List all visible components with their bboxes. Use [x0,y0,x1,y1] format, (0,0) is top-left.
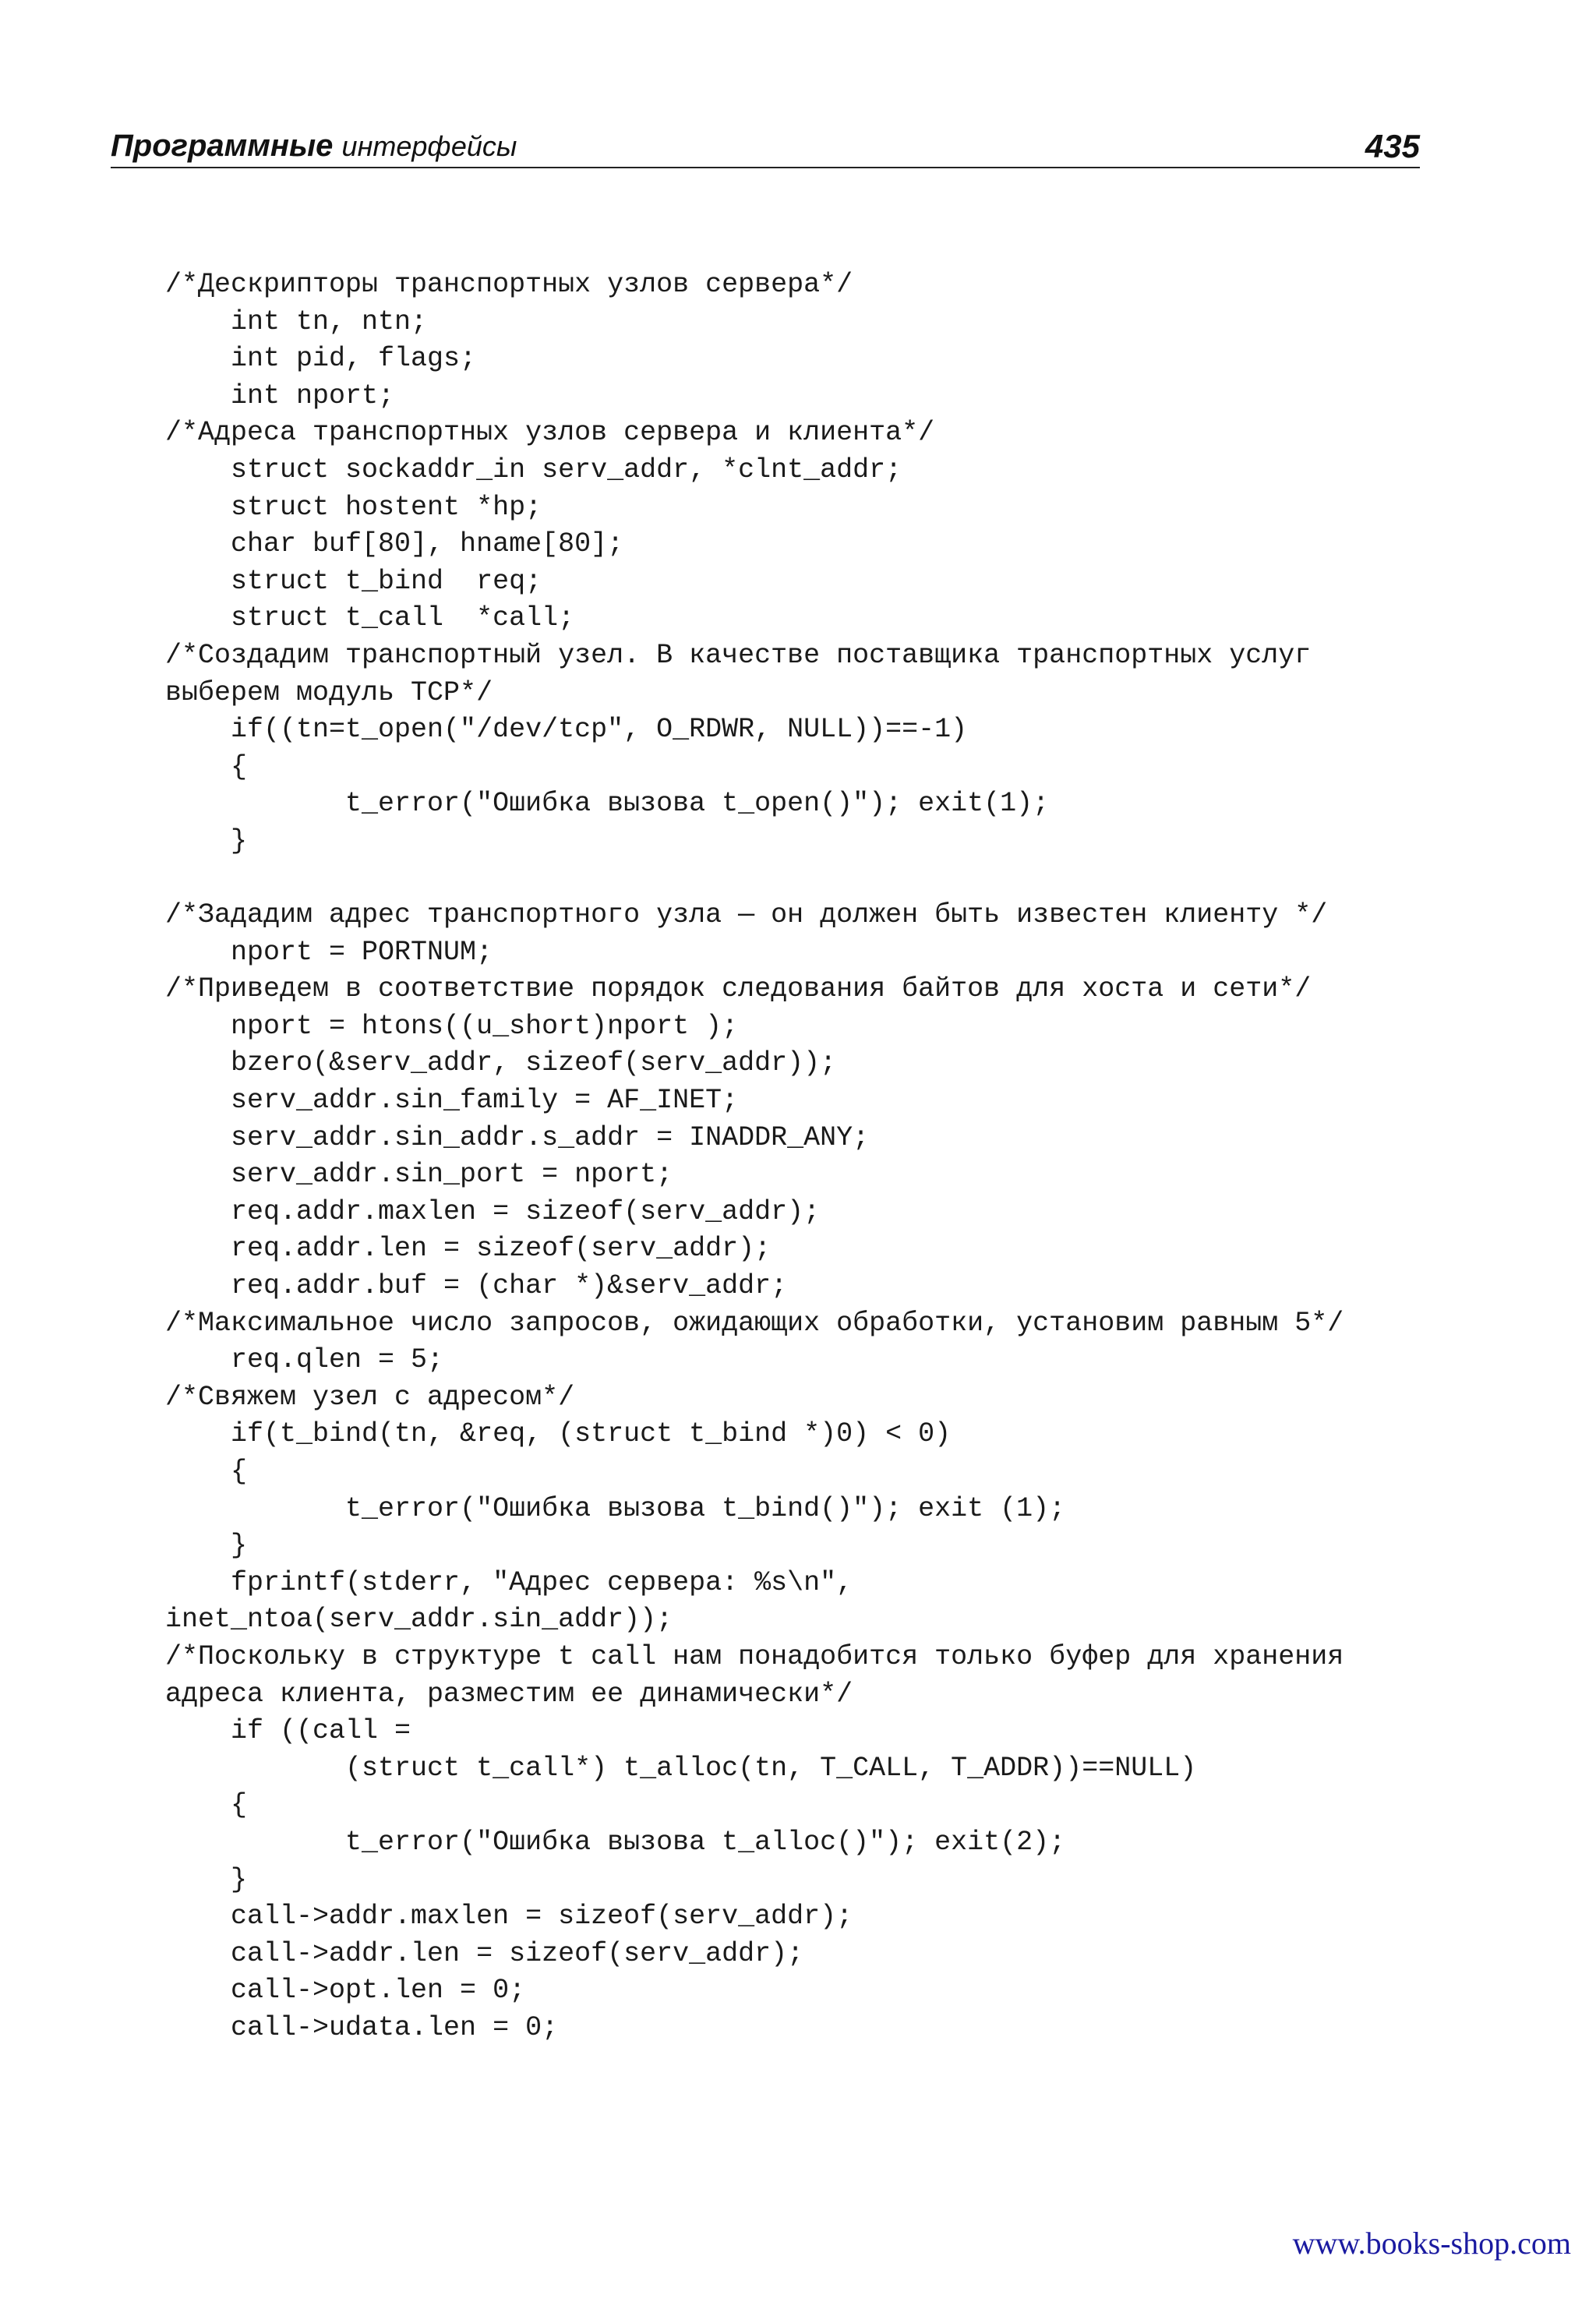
code-line: /*Создадим транспортный узел. В качестве поставщика транспортных услуг [165,639,1312,671]
code-line: fprintf(stderr, "Адрес сервера: %s\n", [165,1566,853,1598]
page-number: 435 [1365,128,1420,164]
code-line: { [165,1456,248,1487]
code-line: int tn, ntn; [165,305,428,337]
code-line: call->opt.len = 0; [165,1975,526,2007]
code-line: } [165,1530,248,1562]
code-line: выберем модуль TCP*/ [165,676,493,708]
code-line: call->udata.len = 0; [165,2011,559,2043]
code-line: char buf[80], hname[80]; [165,528,624,560]
code-line: int nport; [165,380,395,411]
code-line: /*Приведем в соответствие порядок следования байтов для хоста и сети*/ [165,973,1312,1005]
code-line: (struct t_call*) t_alloc(tn, T_CALL, T_ADDR))==NULL) [165,1752,1197,1784]
code-line: { [165,1789,248,1821]
section-title-light: интерфейсы [341,130,517,162]
code-line: call->addr.maxlen = sizeof(serv_addr); [165,1901,853,1933]
code-line: адреса клиента, разместим ее динамически*/ [165,1678,853,1710]
code-line: call->addr.len = sizeof(serv_addr); [165,1937,804,1969]
watermark: www.books-shop.com [1292,2226,1571,2261]
code-line: req.addr.buf = (char *)&serv_addr; [165,1270,788,1302]
code-line: inet_ntoa(serv_addr.sin_addr)); [165,1604,673,1636]
section-title [111,129,517,164]
code-line: t_error("Ошибка вызова t_alloc()"); exit(2); [165,1826,1066,1858]
code-line: req.qlen = 5; [165,1344,444,1376]
code-line: req.addr.maxlen = sizeof(serv_addr); [165,1195,821,1227]
code-line: nport = htons((u_short)nport ); [165,1010,739,1042]
code-line: struct hostent *hp; [165,491,542,523]
running-header [111,126,1420,168]
code-line [165,860,1428,898]
section-title-bold: Программные [111,129,334,163]
code-line: /*Свяжем узел с адресом*/ [165,1381,575,1413]
code-line: if((tn=t_open("/dev/tcp", O_RDWR, NULL))==-1) [165,714,968,746]
code-line: t_error("Ошибка вызова t_bind()"); exit (1); [165,1492,1066,1524]
code-line: bzero(&serv_addr, sizeof(serv_addr)); [165,1047,837,1079]
code-line: /*Дескрипторы транспортных узлов сервера*/ [165,269,853,300]
code-line: /*Зададим адрес транспортного узла — он должен быть известен клиенту */ [165,899,1328,931]
code-line: nport = PORTNUM; [165,936,493,968]
code-line: if ((call = [165,1715,411,1747]
code-line: struct sockaddr_in serv_addr, *clnt_addr; [165,454,902,485]
code-line: req.addr.len = sizeof(serv_addr); [165,1233,772,1265]
code-line: serv_addr.sin_port = nport; [165,1159,673,1191]
code-line: if(t_bind(tn, &req, (struct t_bind *)0) < 0) [165,1418,952,1450]
code-line: struct t_bind req; [165,565,542,597]
code-line: /*Адреса транспортных узлов сервера и клиента*/ [165,417,935,449]
code-line: { [165,750,248,782]
code-line: } [165,1863,248,1895]
code-line: int pid, flags; [165,343,477,375]
code-listing [165,267,1428,2047]
code-line: /*Максимальное число запросов, ожидающих обработки, установим равным 5*/ [165,1307,1344,1339]
code-line: t_error("Ошибка вызова t_open()"); exit(1); [165,788,1050,820]
code-line: serv_addr.sin_family = AF_INET; [165,1085,739,1117]
code-line: struct t_call *call; [165,602,575,634]
code-line: serv_addr.sin_addr.s_addr = INADDR_ANY; [165,1121,870,1153]
code-line: /*Поскольку в структуре t call нам понадобится только буфер для хранения [165,1640,1344,1672]
code-line: } [165,824,248,856]
